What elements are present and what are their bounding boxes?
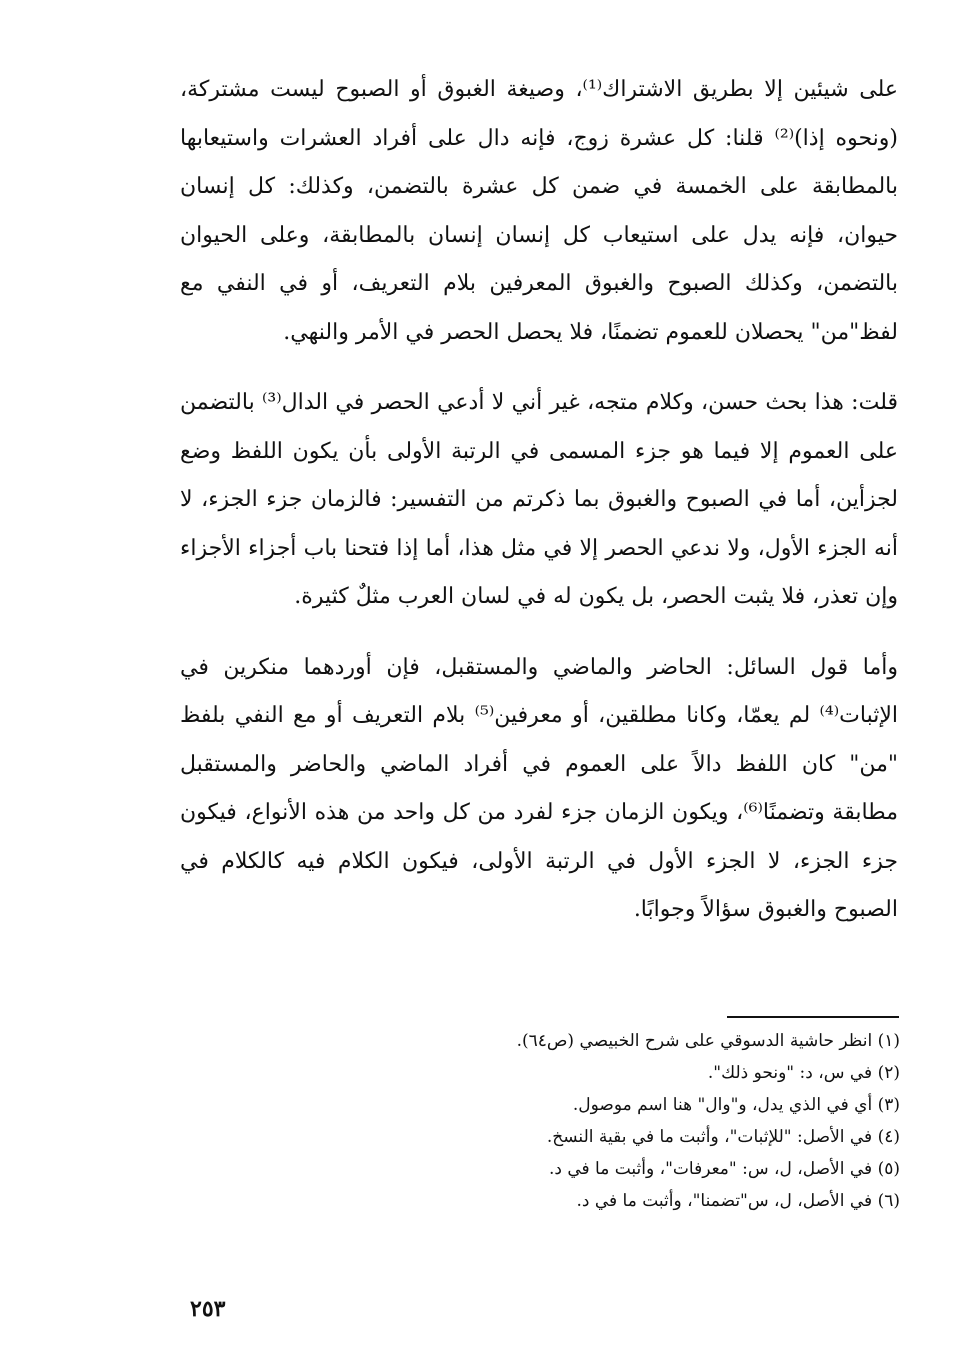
footnote-3: (٣) أي في الذي يدل، و"وال" هنا اسم موصول. <box>572 1095 900 1115</box>
footnote-5: (٥) في الأصل، ل، س: "معرفات"، وأثبت ما في د. <box>548 1159 900 1179</box>
paragraph-1: على شيئين إلا بطريق الاشتراك⁽¹⁾، وصيغة الغبوق أو الصبوح ليست مشتركة، (ونحوه إذا)⁽²⁾ قلنا: كل عشرة زوج، فإنه دال على أفراد العشرات واستيعابها بالمطابقة على الخمسة في ضمن كل عشرة بالتضمن، وكذلك: كل إنسان حيوان، فإنه يدل على استيعاب كل إنسان إنسان بالمطابقة، وعلى الحيوان بالتضمن، وكذلك الصبوح والغبوق المعرفين بلام التعريف، أو في النفي مع لفظ"من" يحصلان للعموم تضمنًا، فلا يحصل الحصر في الأمر والنهي. <box>180 77 898 345</box>
footnote-6: (٦) في الأصل، ل، س"تضمنا"، وأثبت ما في د. <box>576 1191 900 1211</box>
footnote-4: (٤) في الأصل: "للإثبات"، وأثبت ما في بقية النسخ. <box>546 1127 900 1147</box>
page-number: ٢٥٣ <box>190 1296 226 1322</box>
footnote-1: (١) انظر حاشية الدسوقي على شرح الخبيصي (ص٦٤). <box>516 1031 900 1051</box>
footnote-divider <box>727 1016 899 1018</box>
paragraph-2: قلت: هذا بحث حسن، وكلام متجه، غير أني لا أدعي الحصر في الدال⁽³⁾ بالتضمن على العموم إلا فيما هو جزء المسمى في الرتبة الأولى بأن يكون اللفظ وضع لجزأين، أما في الصبوح والغبوق بما ذكرتم من التفسير: فالزمان جزء الجزء، لا أنه الجزء الأول، ولا ندعي الحصر إلا في مثل هذا، أما إذا فتحنا باب أجزاء الأجزاء وإن تعذر، فلا يثبت الحصر، بل يكون له في لسان العرب مثلٌ كثيرة. <box>180 390 899 609</box>
footnotes <box>300 1025 900 1217</box>
main-text <box>180 66 898 957</box>
paragraph-3: وأما قول السائل: الحاضر والماضي والمستقبل، فإن أوردهما منكرين في الإثبات⁽⁴⁾ لم يعمّا، وكانا مطلقين، أو معرفين⁽⁵⁾ بلام التعريف أو مع النفي بلفظ "من" كان اللفظ دالاً على العموم في أفراد الماضي والحاضر والمستقبل مطابقة وتضمنًا⁽⁶⁾، ويكون الزمان جزء لفرد من كل واحد من هذه الأنواع، فيكون جزء الجزء، لا الجزء الأول في الرتبة الأولى، فيكون الكلام فيه كالكلام في الصبوح والغبوق سؤالاً وجوابًا. <box>180 654 898 922</box>
footnote-2: (٢) في س، د: "ونحو ذلك". <box>707 1063 900 1083</box>
